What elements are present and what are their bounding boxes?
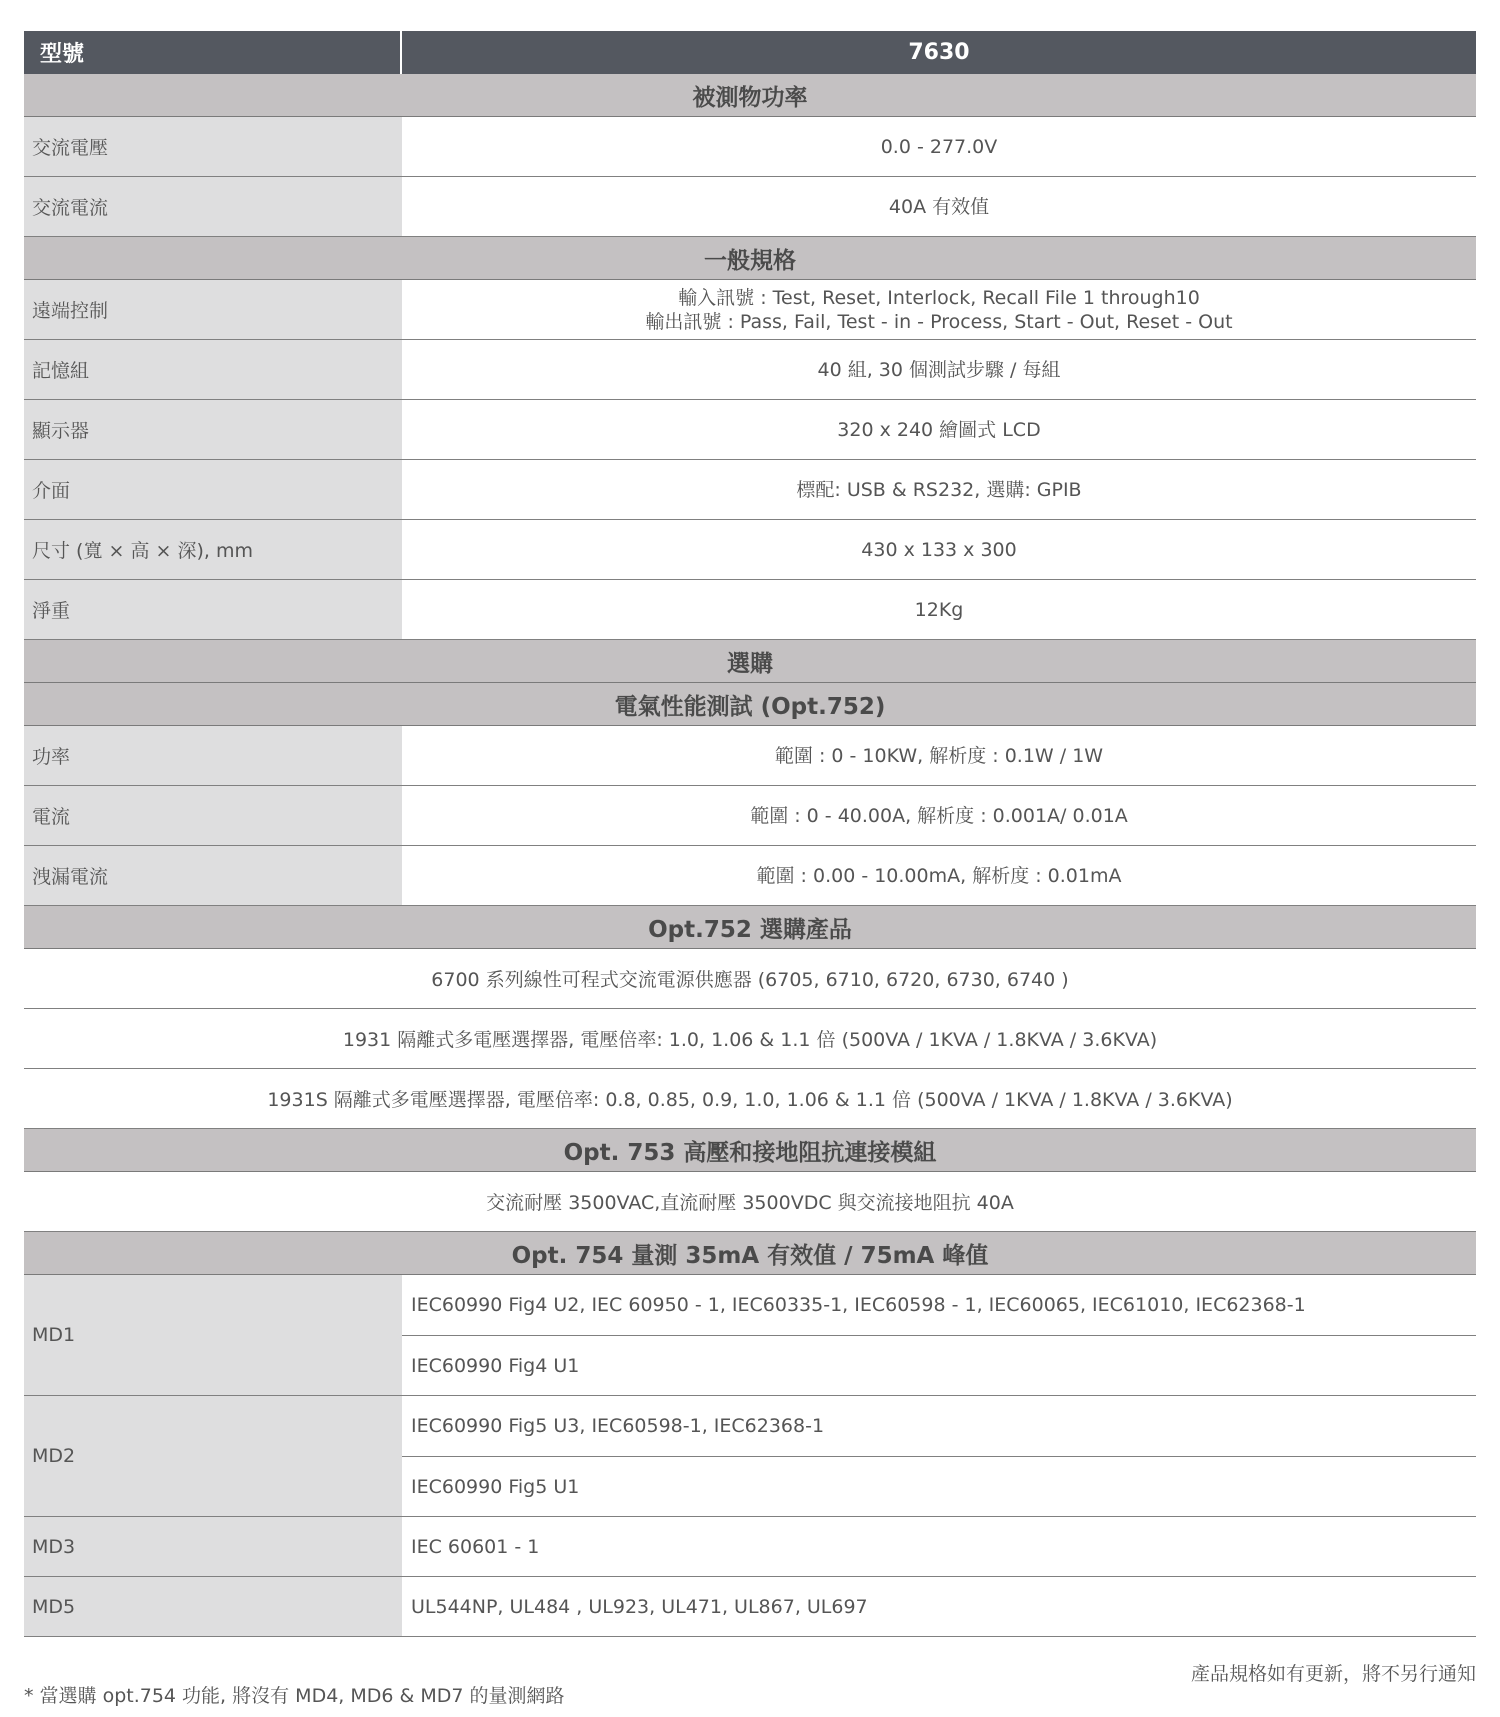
row-label: 電流 [24, 786, 402, 845]
md-values [402, 1275, 1476, 1395]
row-label: 交流電壓 [24, 117, 402, 176]
table-header [24, 31, 1476, 74]
spec-table [24, 31, 1476, 1637]
md-label: MD5 [24, 1577, 402, 1636]
section-opt752: 電氣性能測試 (Opt.752) [24, 683, 1476, 726]
md-label: MD1 [24, 1275, 402, 1395]
product-row: 1931 隔離式多電壓選擇器, 電壓倍率: 1.0, 1.06 & 1.1 倍 (500VA / 1KVA / 1.8KVA / 3.6KVA) [24, 1009, 1476, 1069]
md1-group [24, 1275, 1476, 1396]
table-row [24, 117, 1476, 177]
section-opt752-products: Opt.752 選購產品 [24, 906, 1476, 949]
md-label: MD3 [24, 1517, 402, 1576]
product-row: 1931S 隔離式多電壓選擇器, 電壓倍率: 0.8, 0.85, 0.9, 1.0, 1.06 & 1.1 倍 (500VA / 1KVA / 1.8KVA / 3.6KVA) [24, 1069, 1476, 1129]
section-opt753: Opt. 753 高壓和接地阻抗連接模組 [24, 1129, 1476, 1172]
section-options: 選購 [24, 640, 1476, 683]
row-label: 交流電流 [24, 177, 402, 236]
row-value: 標配: USB & RS232, 選購: GPIB [796, 478, 1082, 501]
md3-row [24, 1517, 1476, 1577]
row-label: 尺寸 (寬 × 高 × 深), mm [24, 520, 402, 579]
footer-disclaimer: 產品規格如有更新，將不另行通知 [1190, 1663, 1476, 1685]
table-row [24, 340, 1476, 400]
row-value: 320 x 240 繪圖式 LCD [837, 418, 1041, 441]
md-value: IEC60990 Fig5 U3, IEC60598-1, IEC62368-1 [411, 1415, 825, 1437]
md-value: IEC60990 Fig4 U1 [402, 1335, 1476, 1395]
table-row [24, 520, 1476, 580]
row-value: 40A 有效值 [888, 195, 990, 218]
remote-input-line: 輸入訊號 : Test, Reset, Interlock, Recall File 1 through10 [678, 286, 1200, 309]
table-row [24, 580, 1476, 640]
md-label: MD2 [24, 1396, 402, 1516]
row-label: 功率 [24, 726, 402, 785]
section-dut-power: 被測物功率 [24, 74, 1476, 117]
table-row [24, 460, 1476, 520]
model-label: 型號 [24, 31, 402, 74]
row-value: 0.0 - 277.0V [880, 135, 998, 158]
row-value: 範圍 : 0 - 40.00A, 解析度 : 0.001A/ 0.01A [750, 804, 1128, 827]
row-label: 記憶組 [24, 340, 402, 399]
row-label: 遠端控制 [24, 280, 402, 339]
md-values [402, 1396, 1476, 1516]
table-row [24, 786, 1476, 846]
section-general: 一般規格 [24, 237, 1476, 280]
md-value: UL544NP, UL484 , UL923, UL471, UL867, UL697 [411, 1595, 868, 1618]
footer-note: * 當選購 opt.754 功能, 將沒有 MD4, MD6 & MD7 的量測網路 [24, 1685, 565, 1707]
row-value: 40 組, 30 個測試步驟 / 每組 [817, 358, 1061, 381]
row-value: 範圍 : 0 - 10KW, 解析度 : 0.1W / 1W [774, 744, 1104, 767]
row-label: 顯示器 [24, 400, 402, 459]
row-label: 淨重 [24, 580, 402, 639]
model-value: 7630 [908, 40, 970, 65]
row-label: 洩漏電流 [24, 846, 402, 905]
opt753-row: 交流耐壓 3500VAC,直流耐壓 3500VDC 與交流接地阻抗 40A [24, 1172, 1476, 1232]
table-row-remote [24, 280, 1476, 340]
table-row [24, 177, 1476, 237]
md-value: IEC60990 Fig4 U2, IEC 60950 - 1, IEC60335-1, IEC60598 - 1, IEC60065, IEC61010, IEC62368-1 [411, 1294, 1306, 1316]
md-value: IEC60990 Fig5 U1 [402, 1456, 1476, 1516]
remote-output-line: 輸出訊號 : Pass, Fail, Test - in - Process, Start - Out, Reset - Out [645, 310, 1233, 333]
md5-row [24, 1577, 1476, 1637]
row-value: 430 x 133 x 300 [861, 538, 1017, 561]
md-value: IEC 60601 - 1 [411, 1535, 540, 1558]
product-row: 6700 系列線性可程式交流電源供應器 (6705, 6710, 6720, 6730, 6740 ) [24, 949, 1476, 1009]
table-row [24, 726, 1476, 786]
row-label: 介面 [24, 460, 402, 519]
row-value [402, 280, 1476, 339]
md2-group [24, 1396, 1476, 1517]
row-value: 12Kg [914, 598, 964, 621]
row-value: 範圍 : 0.00 - 10.00mA, 解析度 : 0.01mA [756, 864, 1122, 887]
section-opt754: Opt. 754 量測 35mA 有效值 / 75mA 峰值 [24, 1232, 1476, 1275]
table-row [24, 846, 1476, 906]
table-row [24, 400, 1476, 460]
